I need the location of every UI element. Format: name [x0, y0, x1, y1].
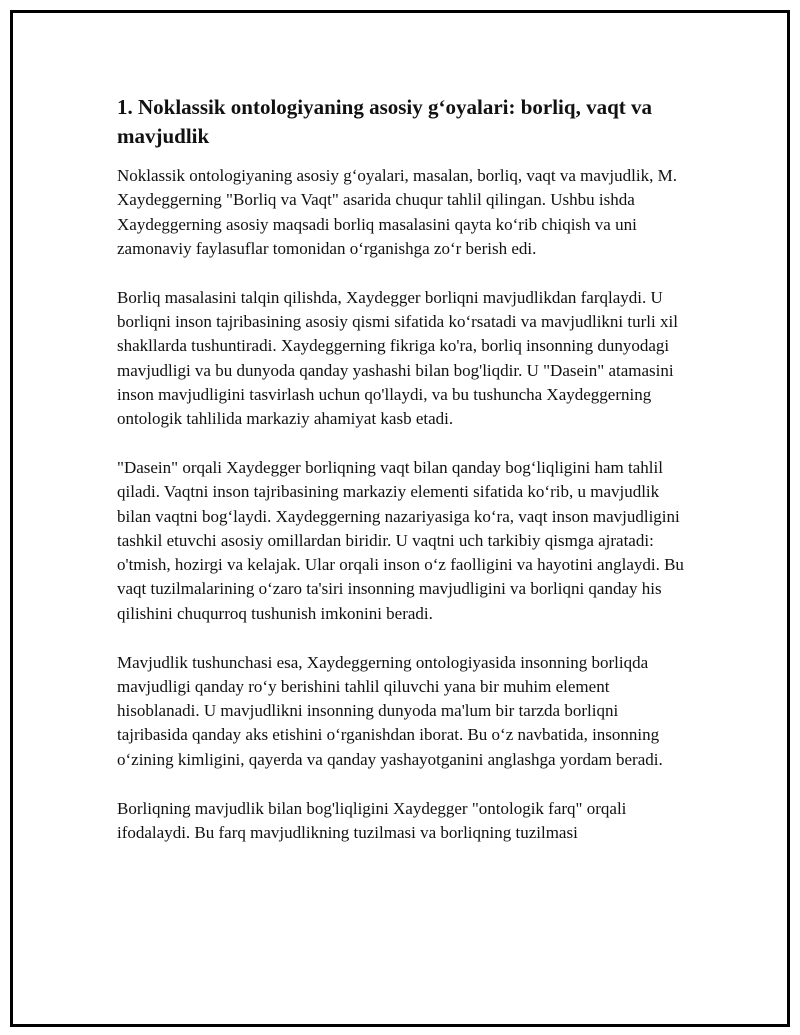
- document-body: [117, 93, 692, 870]
- paragraph-3: "Dasein" orqali Xaydegger borliqning vaqt bilan qanday bog‘liqligini ham tahlil qiladi. Vaqtni inson tajribasining markaziy elementi sifatida ko‘rib, u mavjudlik bilan vaqtni bog‘laydi. Xaydeggerning nazariyasiga ko‘ra, vaqt inson mavjudligini tashkil etuvchi asosiy omillardan biridir. U vaqtni uch tarkibiy qismga ajratadi: o'tmish, hozirgi va kelajak. Ular orqali inson o‘z faolligini va hayotini anglaydi. Bu vaqt tuzilmalarining o‘zaro ta'siri insonning mavjudligini va borliqni qanday his qilishini chuqurroq tushunish imkonini beradi.: [117, 457, 684, 623]
- paragraph-5: Borliqning mavjudlik bilan bog'liqligini Xaydegger "ontologik farq" orqali ifodalaydi. Bu farq mavjudlikning tuzilmasi va borliqning tuzilmasi: [117, 798, 627, 842]
- paragraph-1: Noklassik ontologiyaning asosiy g‘oyalari, masalan, borliq, vaqt va mavjudlik, M. Xaydeggerning "Borliq va Vaqt" asarida chuqur tahlil qilingan. Ushbu ishda Xaydeggerning asosiy maqsadi borliq masalasini qayta ko‘rib chiqish va uni zamonaviy faylasuflar tomonidan o‘rganishga zo‘r berish edi.: [117, 166, 677, 258]
- paragraph-4: Mavjudlik tushunchasi esa, Xaydeggerning ontologiyasida insonning borliqda mavjudligi qanday ro‘y berishini tahlil qiluvchi yana bir muhim element hisoblanadi. U mavjudlikni insonning dunyoda ma'lum bir tarzda borliqni tajribasida qanday aks etishini o‘rganishdan iborat. Bu o‘z navbatida, insonning o‘zining kimligini, qayerda va qanday yashayotganini anglashga yordam beradi.: [117, 652, 663, 769]
- paragraph-2: Borliq masalasini talqin qilishda, Xaydegger borliqni mavjudlikdan farqlaydi. U borliqni inson tajribasining asosiy qismi sifatida ko‘rsatadi va mavjudlikni turli xil shakllarda tushuntiradi. Xaydeggerning fikriga ko'ra, borliq insonning dunyodagi mavjudligi va bu dunyoda qanday yashashi bilan bog'liqdir. U "Dasein" atamasini inson mavjudligini tasvirlash uchun qo'llaydi, va bu tushuncha Xaydeggerning ontologik tahlilida markaziy ahamiyat kasb etadi.: [117, 287, 678, 429]
- section-heading: 1. Noklassik ontologiyaning asosiy g‘oyalari: borliq, vaqt va mavjudlik: [117, 95, 652, 148]
